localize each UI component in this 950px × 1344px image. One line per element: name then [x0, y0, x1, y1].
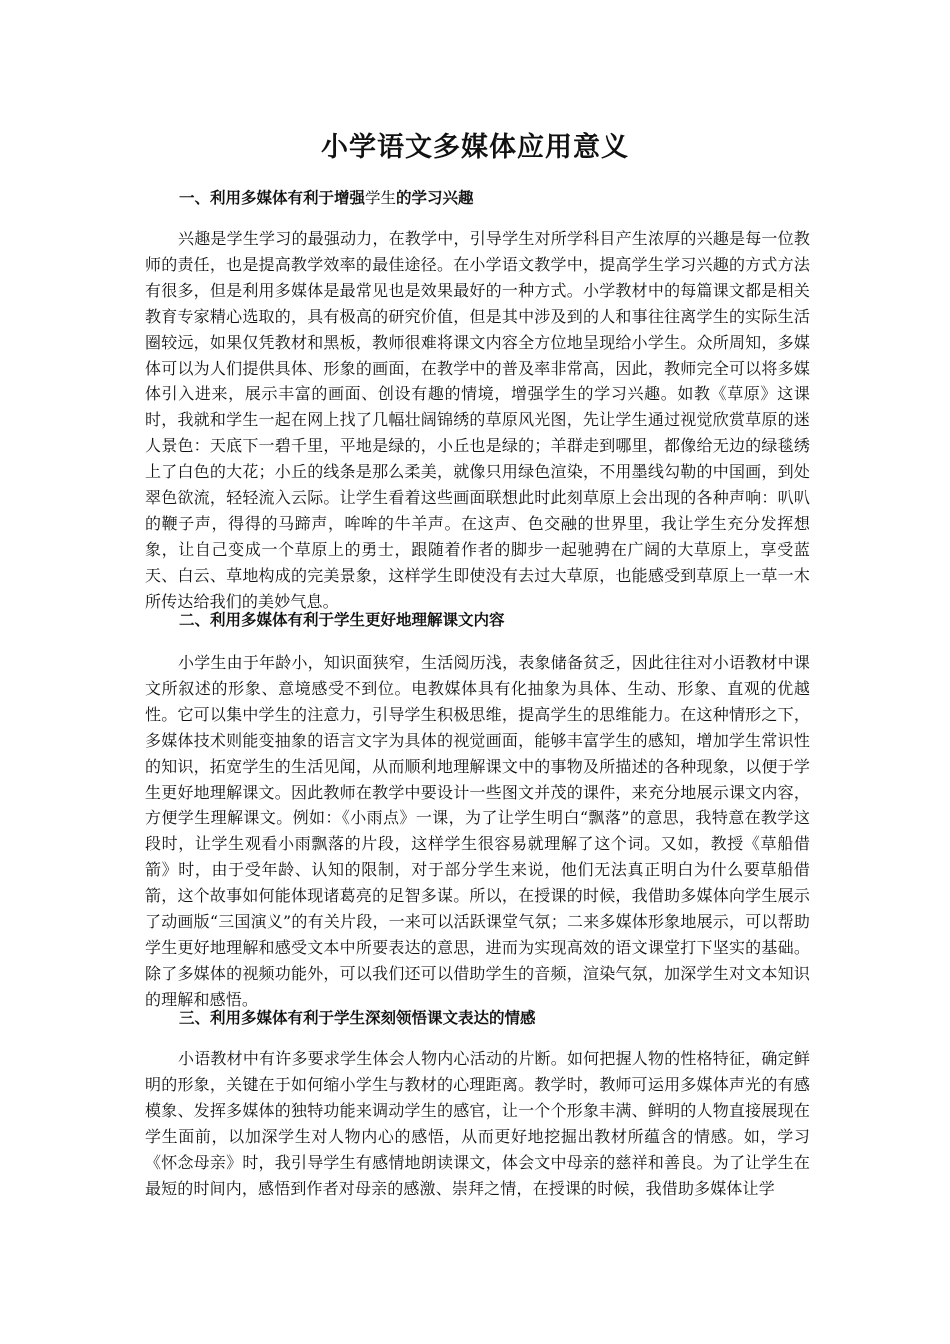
section-3 [145, 1006, 810, 1201]
section-3-paragraph: 小语教材中有许多要求学生体会人物内心活动的片断。如何把握人物的性格特征，确定鲜明的形象，关键在于如何缩小学生与教材的心理距离。教学时，教师可运用多媒体声光的有感模象、发挥多媒体的独特功能来调动学生的感官，让一个个形象丰满、鲜明的人物直接展现在学生面前，以加深学生对人物内心的感悟，从而更好地挖掘出教材所蕴含的情感。如，学习《怀念母亲》时，我引导学生有感情地朗读课文，体会文中母亲的慈祥和善良。为了让学生在最短的时间内，感悟到作者对母亲的感激、崇拜之情，在授课的时候，我借助多媒体让学 [145, 1049, 810, 1198]
section-3-heading: 三、利用多媒体有利于学生深刻领悟课文表达的情感 [179, 1009, 536, 1027]
section-1-heading-light: 学生 [365, 189, 397, 207]
section-2 [145, 608, 810, 1013]
section-1-heading [179, 186, 810, 210]
section-1 [145, 186, 810, 615]
document-title: 小学语文多媒体应用意义 [321, 132, 629, 163]
section-1-heading-suffix: 的学习兴趣 [396, 189, 474, 207]
section-2-heading: 二、利用多媒体有利于学生更好地理解课文内容 [179, 611, 505, 629]
section-2-paragraph: 小学生由于年龄小，知识面狭窄，生活阅历浅，表象储备贫乏，因此往往对小语教材中课文所叙述的形象、意境感受不到位。电教媒体具有化抽象为具体、生动、形象、直观的优越性。它可以集中学生的注意力，引导学生积极思维，提高学生的思维能力。在这种情形之下，多媒体技术则能变抽象的语言文字为具体的视觉画面，能够丰富学生的感知，增加学生常识性的知识，拓宽学生的生活见闻，从而顺利地理解课文中的事物及所描述的各种现象，以便于学生更好地理解课文。因此教师在教学中要设计一些图文并茂的课件，来充分地展示课文内容，方便学生理解课文。例如：《小雨点》一课，为了让学生明白“飘落”的意思，我特意在教学这段时，让学生观看小雨飘落的片段，这样学生很容易就理解了这个词。又如，教授《草船借箭》时，由于受年龄、认知的限制，对于部分学生来说，他们无法真正明白为什么要草船借箭，这个故事如何能体现诸葛亮的足智多谋。所以，在授课的时候，我借助多媒体向学生展示了动画版“三国演义”的有关片段，一来可以活跃课堂气氛；二来多媒体形象地展示，可以帮助学生更好地理解和感受文本中所要表达的意思，进而为实现高效的语文课堂打下坚实的基础。除了多媒体的视频功能外，可以我们还可以借助学生的音频，渲染气氛，加深学生对文本知识的理解和感悟。 [145, 653, 810, 1009]
section-1-paragraph: 兴趣是学生学习的最强动力，在教学中，引导学生对所学科目产生浓厚的兴趣是每一位教师的责任，也是提高教学效率的最佳途径。在小学语文教学中，提高学生学习兴趣的方式方法有很多，但是利用多媒体是最常见也是效果最好的一种方式。小学教材中的每篇课文都是相关教育专家精心选取的，具有极高的研究价值，但是其中涉及到的人和事往往离学生的实际生活圈较远，如果仅凭教材和黑板，教师很难将课文内容全方位地呈现给小学生。众所周知，多媒体可以为人们提供具体、形象的画面，在教学中的普及率非常高，因此，教师完全可以将多媒体引入进来，展示丰富的画面、创设有趣的情境，增强学生的学习兴趣。如教《草原》这课时，我就和学生一起在网上找了几幅壮阔锦绣的草原风光图，先让学生通过视觉欣赏草原的迷人景色：天底下一碧千里，平地是绿的，小丘也是绿的；羊群走到哪里，都像给无边的绿毯绣上了白色的大花；小丘的线条是那么柔美，就像只用绿色渲染，不用墨线勾勒的中国画，到处翠色欲流，轻轻流入云际。让学生看着这些画面联想此时此刻草原上会出现的各种声响：叭叭的鞭子声，得得的马蹄声，哞哞的牛羊声。在这声、色交融的世界里，我让学生充分发挥想象，让自己变成一个草原上的勇士，跟随着作者的脚步一起驰骋在广阔的大草原上，享受蓝天、白云、草地构成的完美景象，这样学生即使没有去过大草原，也能感受到草原上一草一木所传达给我们的美妙气息。 [145, 229, 810, 611]
section-1-heading-prefix: 一、利用多媒体有利于增强 [179, 189, 366, 207]
